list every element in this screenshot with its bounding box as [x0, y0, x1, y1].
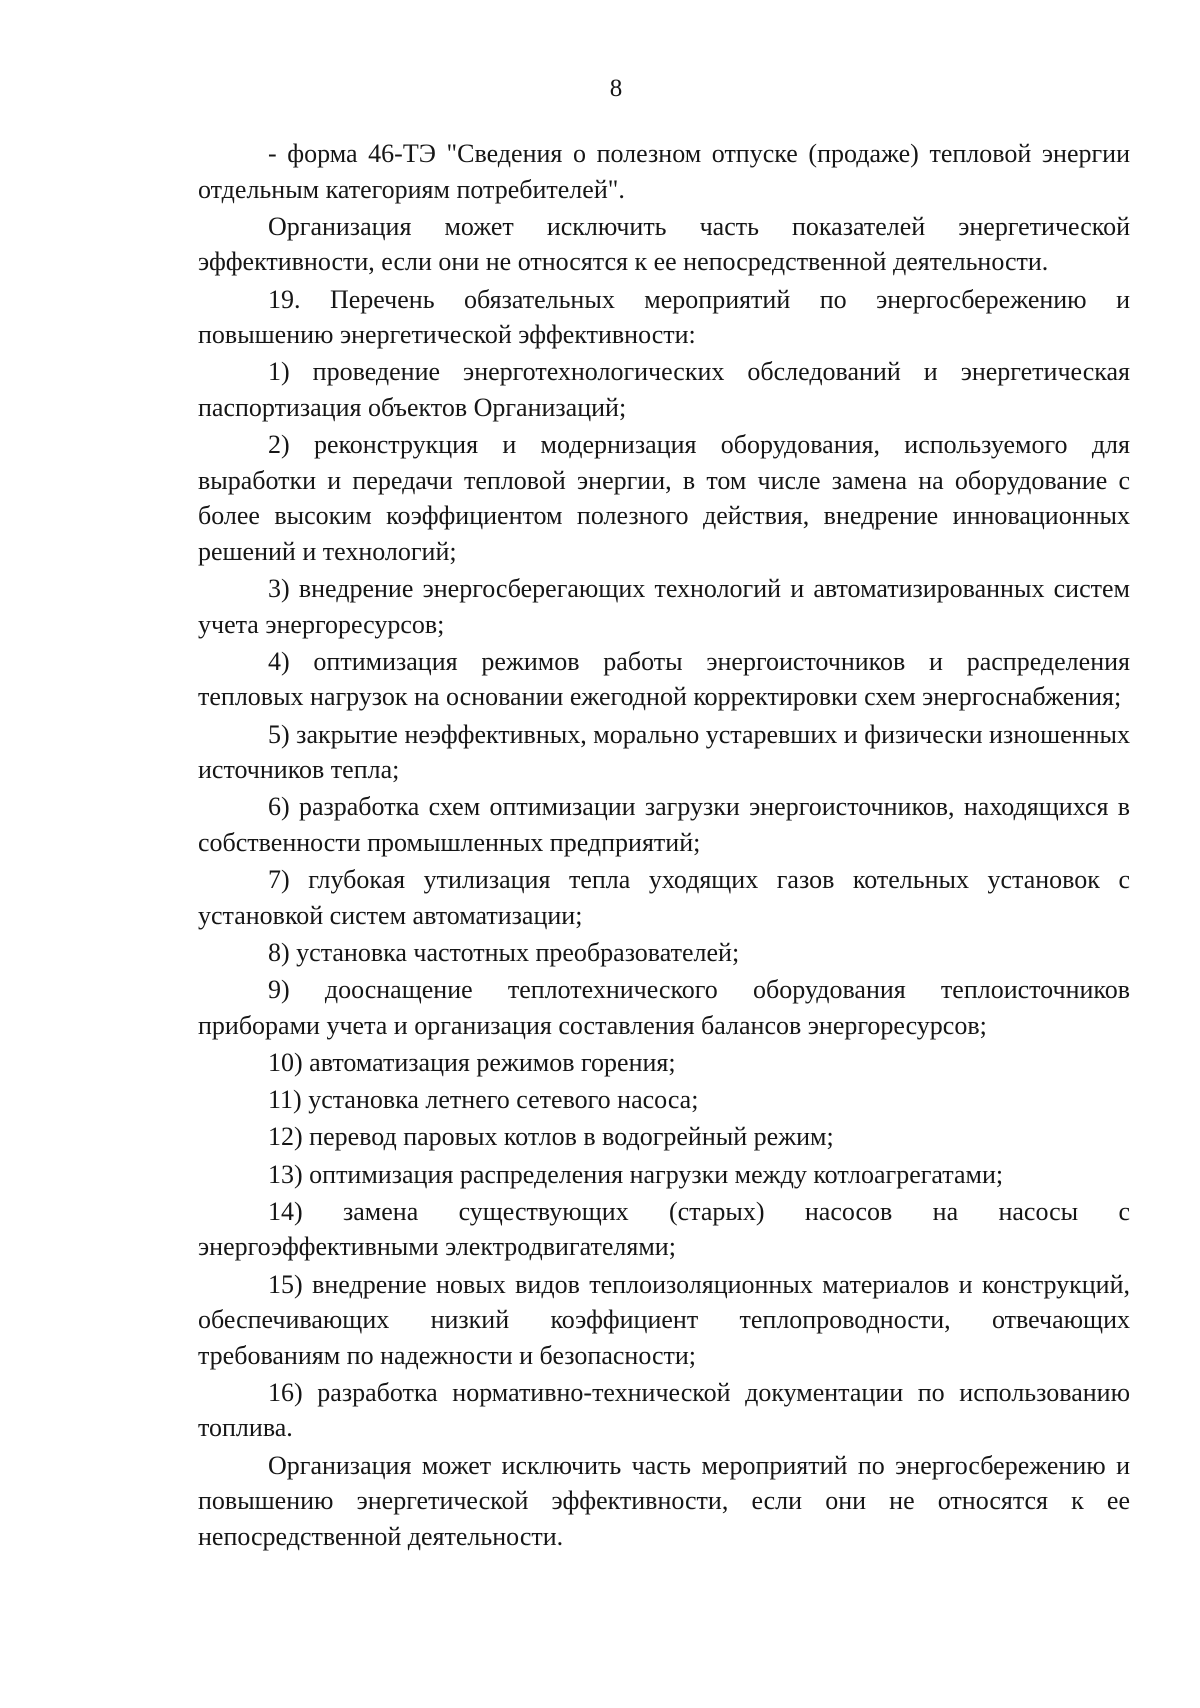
list-item-4: 4) оптимизация режимов работы энергоисточников и распределения тепловых нагрузок на основании ежегодной корректировки схем энергоснабжения;: [198, 646, 1130, 712]
list-item-14: 14) замена существующих (старых) насосов на насосы с энергоэффективными электродвигателями;: [198, 1196, 1130, 1262]
paragraph-exclude-indicators: Организация может исключить часть показателей энергетической эффективности, если они не относятся к ее непосредственной деятельности.: [198, 211, 1130, 277]
list-item-15: 15) внедрение новых видов теплоизоляционных материалов и конструкций, обеспечивающих низкий коэффициент теплопроводности, отвечающих требованиям по надежности и безопасности;: [198, 1269, 1130, 1370]
list-item-9: 9) дооснащение теплотехнического оборудования теплоисточников приборами учета и организация составления балансов энергоресурсов;: [198, 975, 1130, 1040]
paragraph-section-19: 19. Перечень обязательных мероприятий по энергосбережению и повышению энергетической эффективности:: [198, 284, 1130, 350]
list-item-6: 6) разработка схем оптимизации загрузки энергоисточников, находящихся в собственности промышленных предприятий;: [198, 792, 1130, 858]
list-item-11: 11) установка летнего сетевого насоса;: [268, 1085, 699, 1115]
list-item-16: 16) разработка нормативно-технической документации по использованию топлива.: [198, 1377, 1130, 1443]
page-number: 8: [609, 75, 623, 102]
list-item-10: 10) автоматизация режимов горения;: [268, 1047, 676, 1077]
paragraph-form-46te: - форма 46-ТЭ "Сведения о полезном отпуске (продаже) тепловой энергии отдельным категориям потребителей".: [198, 139, 1130, 204]
paragraph-exclude-measures: Организация может исключить часть мероприятий по энергосбережению и повышению энергетической эффективности, если они не относятся к ее непосредственной деятельности.: [198, 1450, 1130, 1551]
list-item-1: 1) проведение энерготехнологических обследований и энергетическая паспортизация объектов Организаций;: [198, 357, 1130, 422]
list-item-8: 8) установка частотных преобразователей;: [268, 938, 740, 967]
list-item-2: 2) реконструкция и модернизация оборудования, используемого для выработки и передачи тепловой энергии, в том числе замена на оборудование с более высоким коэффициентом полезного действия, внедрение инновационных решений и технологий;: [198, 430, 1130, 566]
list-item-7: 7) глубокая утилизация тепла уходящих газов котельных установок с установкой систем автоматизации;: [198, 865, 1130, 930]
list-item-5: 5) закрытие неэффективных, морально устаревших и физически изношенных источников тепла;: [198, 719, 1130, 785]
list-item-12: 12) перевод паровых котлов в водогрейный режим;: [268, 1122, 834, 1152]
list-item-3: 3) внедрение энергосберегающих технологий и автоматизированных систем учета энергоресурсов;: [198, 574, 1130, 639]
list-item-13: 13) оптимизация распределения нагрузки между котлоагрегатами;: [268, 1159, 1004, 1189]
